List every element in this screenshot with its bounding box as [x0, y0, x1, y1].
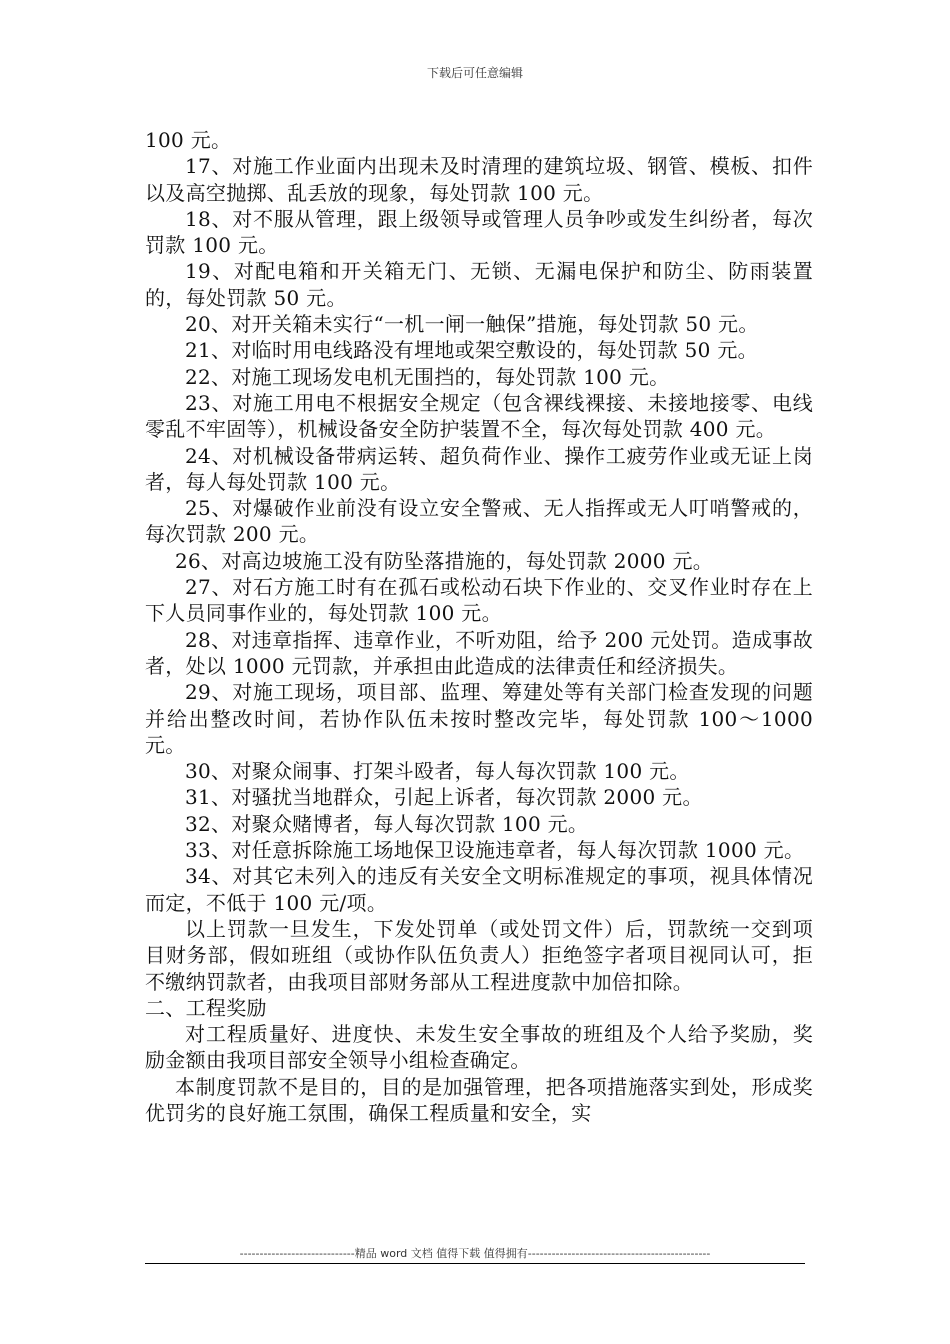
paragraph: 32、对聚众赌博者，每人每次罚款 100 元。: [185, 811, 589, 836]
paragraph: 22、对施工现场发电机无围挡的，每处罚款 100 元。: [185, 364, 670, 389]
paragraph: 本制度罚款不是目的，目的是加强管理，把各项措施落实到处，形成奖优罚劣的良好施工氛围，确保工程质量和安全，实: [145, 1074, 813, 1125]
document-body: [145, 127, 813, 1126]
paragraph: 对工程质量好、进度快、未发生安全事故的班组及个人给予奖励，奖励金额由我项目部安全领导小组检查确定。: [145, 1022, 813, 1073]
paragraph: 26、对高边坡施工没有防坠落措施的，每处罚款 2000 元。: [175, 548, 714, 573]
paragraph: 30、对聚众闹事、打架斗殴者，每人每次罚款 100 元。: [185, 759, 690, 784]
paragraph: 33、对任意拆除施工场地保卫设施违章者，每人每次罚款 1000 元。: [185, 838, 805, 863]
paragraph: 24、对机械设备带病运转、超负荷作业、操作工疲劳作业或无证上岗者，每人每处罚款 100 元。: [145, 443, 813, 494]
paragraph: 21、对临时用电线路没有埋地或架空敷设的，每处罚款 50 元。: [185, 338, 758, 363]
paragraph: 23、对施工用电不根据安全规定（包含裸线裸接、未接地接零、电线零乱不牢固等），机械设备安全防护装置不全，每次每处罚款 400 元。: [145, 390, 813, 442]
paragraph: 19、对配电箱和开关箱无门、无锁、无漏电保护和防尘、防雨装置的，每处罚款 50 元。: [145, 259, 813, 310]
paragraph: 以上罚款一旦发生，下发处罚单（或处罚文件）后，罚款统一交到项目财务部，假如班组（或协作队伍负责人）拒绝签字者项目视同认可，拒不缴纳罚款者，由我项目部财务部从工程进度款中加倍扣除。: [145, 916, 813, 994]
paragraph: 29、对施工现场，项目部、监理、筹建处等有关部门检查发现的问题并给出整改时间，若协作队伍未按时整改完毕，每处罚款 100～1000 元。: [145, 680, 813, 757]
paragraph: 31、对骚扰当地群众，引起上诉者，每次罚款 2000 元。: [185, 785, 703, 810]
paragraph: 27、对石方施工时有在孤石或松动石块下作业的、交叉作业时存在上下人员同事作业的，每处罚款 100 元。: [145, 575, 813, 626]
paragraph: 18、对不服从管理，跟上级领导或管理人员争吵或发生纠纷者，每次罚款 100 元。: [145, 206, 813, 258]
page-footer: -----------------------------精品 word 文档 值得下载 值得拥有----------------------------------------------: [239, 1247, 711, 1260]
footer-divider: [145, 1263, 805, 1264]
paragraph: 100 元。: [145, 128, 232, 152]
page-header: 下载后可任意编辑: [426, 66, 523, 80]
paragraph: 20、对开关箱未实行“一机一闸一触保”措施，每处罚款 50 元。: [185, 312, 759, 337]
section-heading: 二、工程奖励: [145, 995, 267, 1020]
paragraph: 17、对施工作业面内出现未及时清理的建筑垃圾、钢管、模板、扣件以及高空抛掷、乱丢放的现象，每处罚款 100 元。: [145, 154, 813, 205]
paragraph: 28、对违章指挥、违章作业，不听劝阻，给予 200 元处罚。造成事故者，处以 1000 元罚款，并承担由此造成的法律责任和经济损失。: [145, 627, 813, 678]
paragraph: 34、对其它未列入的违反有关安全文明标准规定的事项，视具体情况而定，不低于 100 元/项。: [145, 864, 813, 915]
paragraph: 25、对爆破作业前没有设立安全警戒、无人指挥或无人叮哨警戒的，每次罚款 200 元。: [145, 496, 813, 547]
